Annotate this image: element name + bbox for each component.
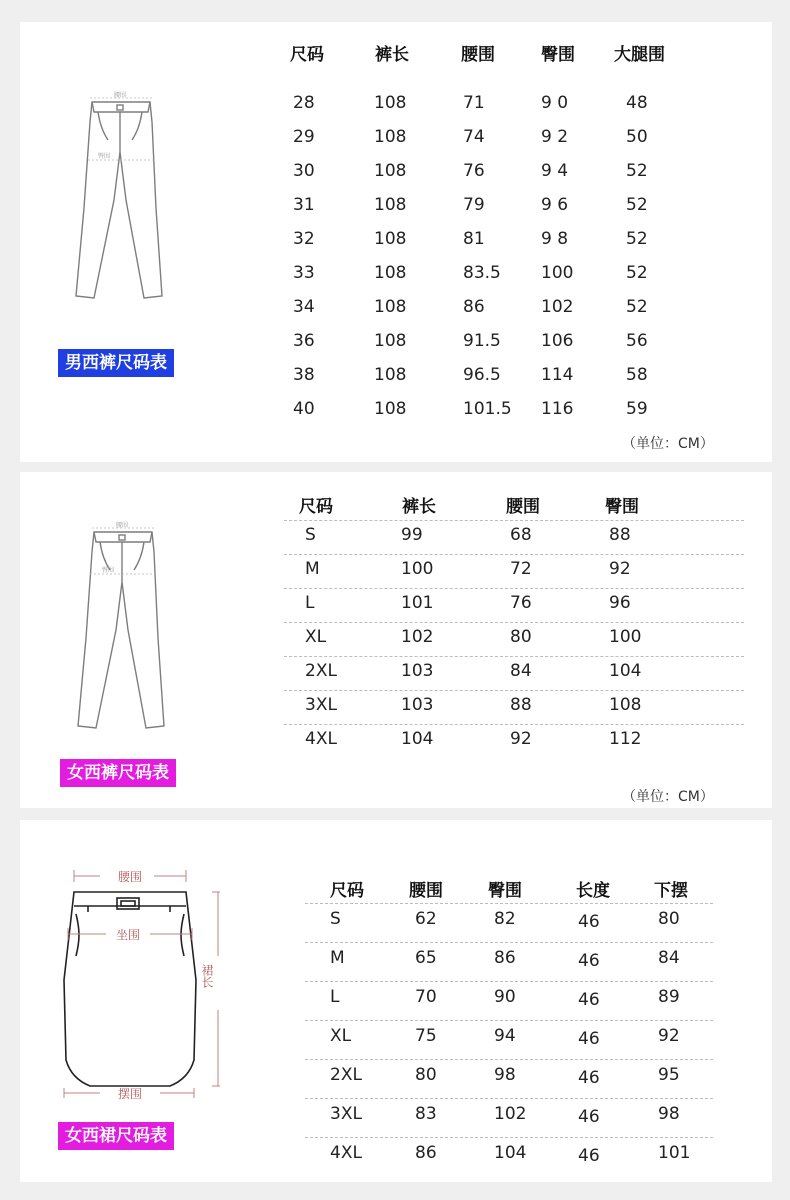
men-chart-title: 男西裤尺码表 <box>58 349 174 377</box>
skirt-cell: 92 <box>658 1026 680 1046</box>
skirt-cell: 98 <box>494 1065 516 1085</box>
men-cell: 100 <box>541 263 574 283</box>
women-cell: 100 <box>609 627 642 647</box>
women-cell: 72 <box>510 559 532 579</box>
women-cell: 88 <box>609 525 631 545</box>
skirt-waist-label: 腰围 <box>117 870 143 884</box>
skirt-cell: 2XL <box>330 1065 362 1085</box>
men-waist-label: 腰围 <box>113 92 127 99</box>
men-cell: 52 <box>626 229 648 249</box>
skirt-row-divider <box>305 1059 713 1060</box>
skirt-cell: 65 <box>415 948 437 968</box>
skirt-cell: 46 <box>578 912 600 932</box>
men-cell: 52 <box>626 161 648 181</box>
women-row-divider <box>284 622 744 623</box>
skirt-header-hem: 下摆 <box>654 881 688 901</box>
skirt-cell: 75 <box>415 1026 437 1046</box>
men-cell: 38 <box>293 365 315 385</box>
skirt-cell: 98 <box>658 1104 680 1124</box>
skirt-length-label: 裙长 <box>200 964 214 988</box>
skirt-cell: M <box>330 948 345 968</box>
skirt-cell: S <box>330 909 341 929</box>
skirt-cell: 46 <box>578 1068 600 1088</box>
men-cell: 32 <box>293 229 315 249</box>
men-cell: 9 4 <box>541 161 569 181</box>
men-trousers-panel <box>20 22 772 462</box>
women-cell: 99 <box>401 525 423 545</box>
skirt-cell: XL <box>330 1026 352 1046</box>
men-cell: 40 <box>293 399 315 419</box>
men-cell: 33 <box>293 263 315 283</box>
men-cell: 108 <box>374 297 407 317</box>
women-cell: 76 <box>510 593 532 613</box>
skirt-cell: L <box>330 987 340 1007</box>
men-trousers-illustration <box>60 88 180 304</box>
women-cell: 2XL <box>305 661 337 681</box>
men-cell: 31 <box>293 195 315 215</box>
skirt-row-divider <box>305 1020 713 1021</box>
women-cell: M <box>305 559 320 579</box>
women-skirt-panel <box>20 820 772 1182</box>
skirt-row-divider <box>305 981 713 982</box>
men-cell: 34 <box>293 297 315 317</box>
women-cell: 100 <box>401 559 434 579</box>
women-cell: L <box>305 593 315 613</box>
women-row-divider <box>284 588 744 589</box>
skirt-header-length: 长度 <box>576 881 610 901</box>
men-header-size: 尺码 <box>290 45 324 65</box>
men-cell: 108 <box>374 331 407 351</box>
women-cell: 96 <box>609 593 631 613</box>
men-cell: 86 <box>463 297 485 317</box>
skirt-cell: 84 <box>658 948 680 968</box>
skirt-cell: 86 <box>494 948 516 968</box>
women-cell: 92 <box>609 559 631 579</box>
skirt-cell: 102 <box>494 1104 527 1124</box>
men-cell: 108 <box>374 127 407 147</box>
skirt-seat-label: 坐围 <box>115 928 141 942</box>
women-row-divider <box>284 724 744 725</box>
skirt-chart-title: 女西裙尺码表 <box>58 1122 174 1150</box>
women-row-divider <box>284 656 744 657</box>
men-cell: 9 0 <box>541 93 569 113</box>
skirt-header-size: 尺码 <box>330 881 364 901</box>
women-cell: 103 <box>401 695 434 715</box>
women-trousers-panel <box>20 472 772 808</box>
skirt-header-hip: 臀围 <box>488 881 522 901</box>
women-cell: 4XL <box>305 729 337 749</box>
men-header-length: 裤长 <box>375 45 409 65</box>
skirt-cell: 46 <box>578 1107 600 1127</box>
skirt-cell: 62 <box>415 909 437 929</box>
skirt-cell: 104 <box>494 1143 527 1163</box>
skirt-cell: 70 <box>415 987 437 1007</box>
men-cell: 71 <box>463 93 485 113</box>
men-cell: 52 <box>626 297 648 317</box>
skirt-cell: 82 <box>494 909 516 929</box>
women-cell: XL <box>305 627 327 647</box>
skirt-cell: 83 <box>415 1104 437 1124</box>
women-header-hip: 臀围 <box>605 497 639 517</box>
men-cell: 52 <box>626 195 648 215</box>
men-cell: 48 <box>626 93 648 113</box>
skirt-cell: 46 <box>578 1146 600 1166</box>
women-row-divider <box>284 520 744 521</box>
women-cell: 68 <box>510 525 532 545</box>
skirt-row-divider <box>305 903 713 904</box>
women-cell: 104 <box>401 729 434 749</box>
skirt-cell: 86 <box>415 1143 437 1163</box>
men-cell: 29 <box>293 127 315 147</box>
women-cell: 101 <box>401 593 434 613</box>
men-cell: 9 6 <box>541 195 569 215</box>
men-cell: 116 <box>541 399 574 419</box>
men-cell: 9 8 <box>541 229 569 249</box>
men-header-hip: 臀围 <box>541 45 575 65</box>
women-chart-title: 女西裤尺码表 <box>60 759 176 787</box>
women-cell: 112 <box>609 729 642 749</box>
men-cell: 58 <box>626 365 648 385</box>
men-cell: 81 <box>463 229 485 249</box>
men-cell: 108 <box>374 365 407 385</box>
men-cell: 59 <box>626 399 648 419</box>
women-cell: 92 <box>510 729 532 749</box>
women-cell: 3XL <box>305 695 337 715</box>
women-header-length: 裤长 <box>402 497 436 517</box>
men-cell: 52 <box>626 263 648 283</box>
men-cell: 91.5 <box>463 331 501 351</box>
men-cell: 28 <box>293 93 315 113</box>
skirt-cell: 80 <box>415 1065 437 1085</box>
skirt-row-divider <box>305 1098 713 1099</box>
women-cell: S <box>305 525 316 545</box>
men-cell: 108 <box>374 263 407 283</box>
men-cell: 76 <box>463 161 485 181</box>
men-header-waist: 腰围 <box>461 45 495 65</box>
men-cell: 9 2 <box>541 127 569 147</box>
women-cell: 108 <box>609 695 642 715</box>
women-cell: 84 <box>510 661 532 681</box>
men-cell: 74 <box>463 127 485 147</box>
women-header-size: 尺码 <box>299 497 333 517</box>
women-hip-label: 臀围 <box>101 567 115 574</box>
skirt-cell: 46 <box>578 1029 600 1049</box>
skirt-row-divider <box>305 942 713 943</box>
men-header-thigh: 大腿围 <box>614 45 665 65</box>
women-row-divider <box>284 690 744 691</box>
men-cell: 30 <box>293 161 315 181</box>
skirt-illustration <box>50 860 220 1110</box>
men-cell: 102 <box>541 297 574 317</box>
skirt-row-divider <box>305 1137 713 1138</box>
skirt-cell: 90 <box>494 987 516 1007</box>
men-cell: 36 <box>293 331 315 351</box>
men-cell: 79 <box>463 195 485 215</box>
men-cell: 106 <box>541 331 574 351</box>
skirt-cell: 80 <box>658 909 680 929</box>
skirt-header-waist: 腰围 <box>409 881 443 901</box>
men-cell: 108 <box>374 161 407 181</box>
skirt-cell: 3XL <box>330 1104 362 1124</box>
men-cell: 108 <box>374 93 407 113</box>
men-cell: 108 <box>374 399 407 419</box>
women-unit-note: （单位：CM） <box>622 789 714 805</box>
women-trousers-illustration <box>62 518 182 734</box>
men-cell: 96.5 <box>463 365 501 385</box>
men-cell: 108 <box>374 195 407 215</box>
skirt-cell: 94 <box>494 1026 516 1046</box>
women-header-waist: 腰围 <box>506 497 540 517</box>
skirt-cell: 46 <box>578 951 600 971</box>
women-cell: 88 <box>510 695 532 715</box>
skirt-hem-label: 摆围 <box>117 1087 143 1101</box>
women-cell: 80 <box>510 627 532 647</box>
men-cell: 114 <box>541 365 574 385</box>
men-unit-note: （单位：CM） <box>622 436 714 452</box>
women-cell: 104 <box>609 661 642 681</box>
women-cell: 102 <box>401 627 434 647</box>
men-cell: 101.5 <box>463 399 512 419</box>
men-cell: 50 <box>626 127 648 147</box>
skirt-cell: 89 <box>658 987 680 1007</box>
women-waist-label: 腰围 <box>115 522 129 529</box>
men-cell: 108 <box>374 229 407 249</box>
skirt-cell: 4XL <box>330 1143 362 1163</box>
skirt-cell: 101 <box>658 1143 691 1163</box>
men-cell: 56 <box>626 331 648 351</box>
skirt-cell: 95 <box>658 1065 680 1085</box>
men-hip-label: 臀围 <box>97 153 111 160</box>
men-cell: 83.5 <box>463 263 501 283</box>
women-row-divider <box>284 554 744 555</box>
women-cell: 103 <box>401 661 434 681</box>
skirt-cell: 46 <box>578 990 600 1010</box>
